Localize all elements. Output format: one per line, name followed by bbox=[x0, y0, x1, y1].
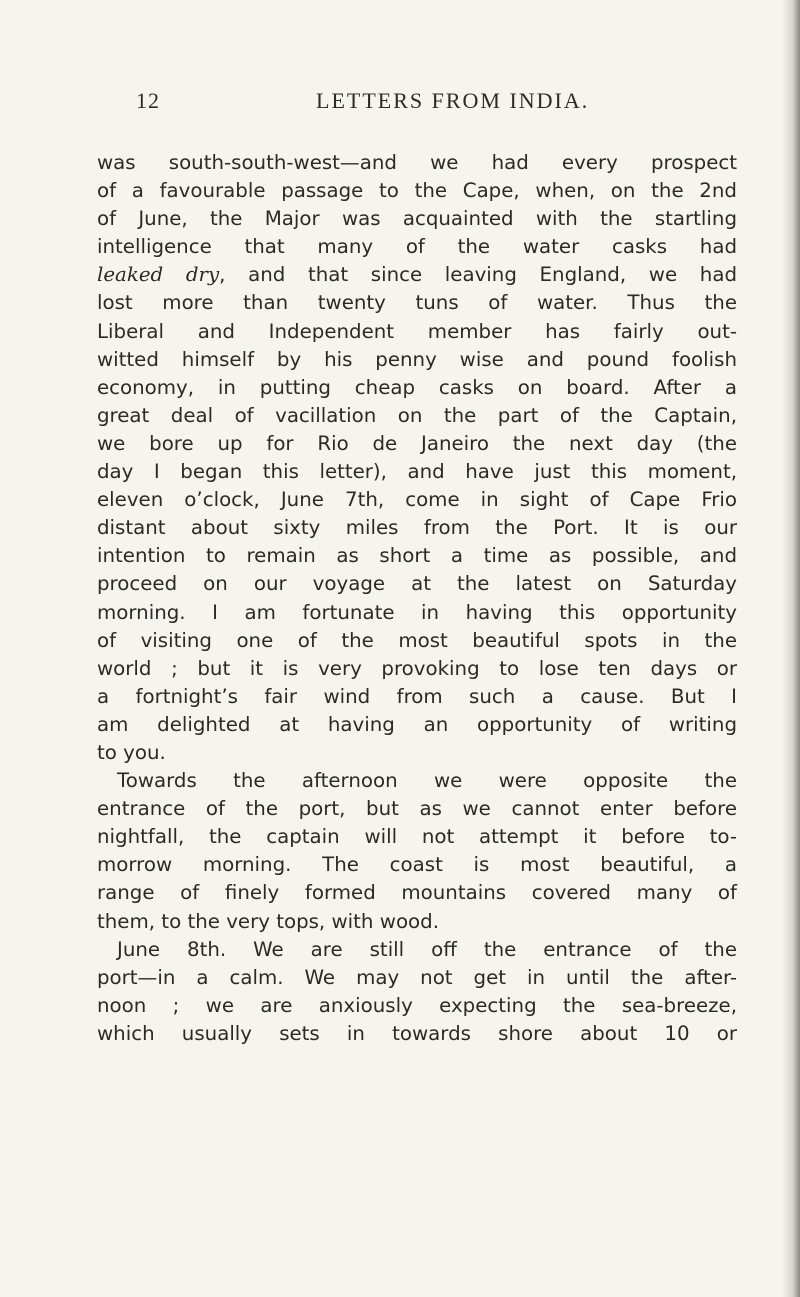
body-text bbox=[97, 149, 737, 1048]
text-line: was south-south-west—and we had every prospect bbox=[97, 151, 737, 174]
text-line: Liberal and Independent member has fairly out- bbox=[97, 319, 737, 343]
text-line: entrance of the port, but as we cannot enter before bbox=[97, 797, 737, 821]
text-line: to you. bbox=[97, 740, 166, 764]
text-line: world ; but it is very provoking to lose ten days or bbox=[97, 656, 737, 680]
text-line: a fortnight’s fair wind from such a cause. But I bbox=[97, 684, 737, 708]
text-line: of a favourable passage to the Cape, when, on the 2nd bbox=[97, 179, 737, 203]
text-line: proceed on our voyage at the latest on Saturday bbox=[97, 572, 737, 596]
text-line: distant about sixty miles from the Port. It is our bbox=[97, 516, 737, 540]
text-line: noon ; we are anxiously expecting the sea-breeze, bbox=[97, 993, 737, 1017]
text-line: leaked dry, and that since leaving England, we had bbox=[97, 263, 737, 287]
text-line: intention to remain as short a time as possible, and bbox=[97, 544, 737, 568]
text-line: witted himself by his penny wise and pound foolish bbox=[97, 347, 737, 371]
text-line: of June, the Major was acquainted with the startling bbox=[97, 207, 737, 231]
text-line: of visiting one of the most beautiful spots in the bbox=[97, 628, 737, 652]
running-header bbox=[0, 88, 800, 118]
text-line: morning. I am fortunate in having this opportunity bbox=[97, 600, 737, 624]
text-line: economy, in putting cheap casks on board. After a bbox=[97, 375, 737, 399]
italic-phrase: leaked dry bbox=[97, 263, 220, 287]
text-line: them, to the very tops, with wood. bbox=[97, 909, 439, 933]
text-line: range of finely formed mountains covered many of bbox=[97, 881, 737, 905]
running-title: LETTERS FROM INDIA. bbox=[316, 88, 590, 113]
text-line: great deal of vacillation on the part of the Captain, bbox=[97, 403, 737, 427]
text-line: am delighted at having an opportunity of writing bbox=[97, 712, 737, 736]
text-line: port—in a calm. We may not get in until the after- bbox=[97, 965, 737, 989]
text-line: morrow morning. The coast is most beautiful, a bbox=[97, 853, 737, 877]
page-edge-shadow bbox=[782, 0, 800, 1297]
text-line: intelligence that many of the water casks had bbox=[97, 235, 737, 259]
text-line: we bore up for Rio de Janeiro the next day (the bbox=[97, 431, 737, 455]
text-line: which usually sets in towards shore about 10 or bbox=[97, 1021, 737, 1045]
page-number: 12 bbox=[136, 88, 160, 113]
text-line: nightfall, the captain will not attempt it before to- bbox=[97, 825, 737, 849]
text-line: Towards the afternoon we were opposite the bbox=[117, 769, 737, 793]
text-line: day I began this letter), and have just this moment, bbox=[97, 460, 737, 484]
text-line: eleven o’clock, June 7th, come in sight of Cape Frio bbox=[97, 488, 737, 512]
text-line: lost more than twenty tuns of water. Thus the bbox=[97, 291, 737, 315]
text-line: June 8th. We are still off the entrance of the bbox=[117, 937, 737, 961]
